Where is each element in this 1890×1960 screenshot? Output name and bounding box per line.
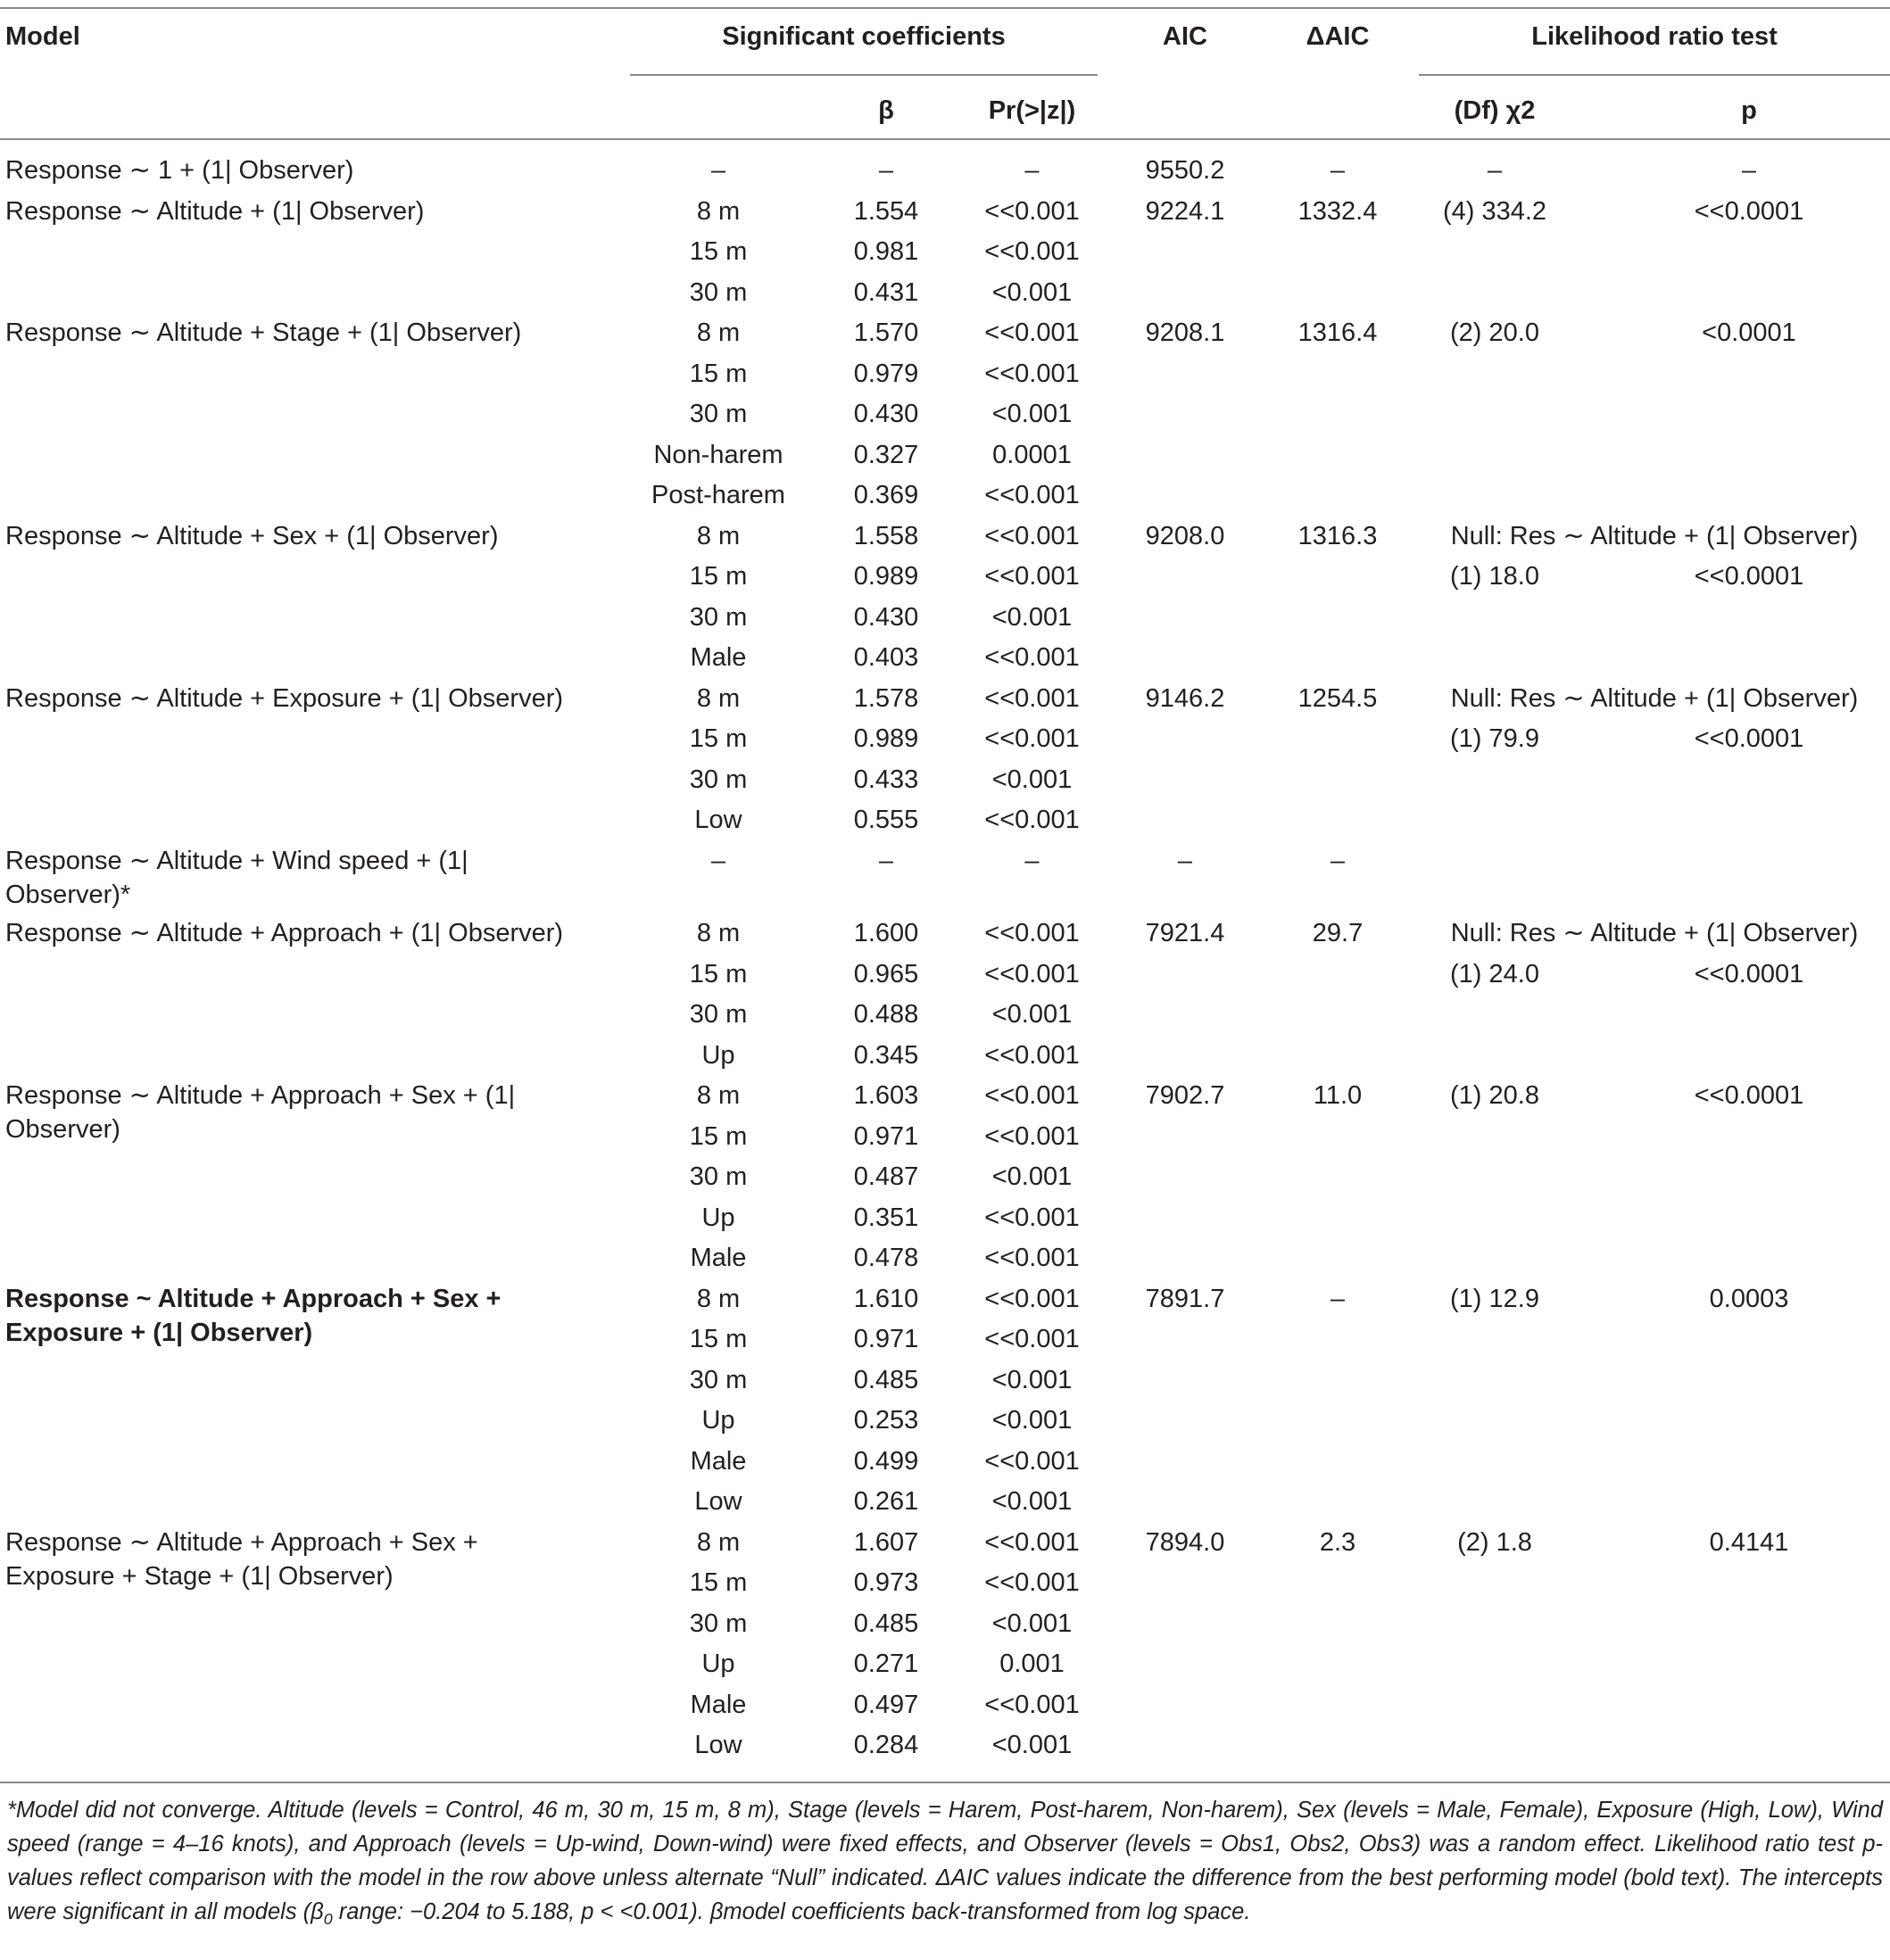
coef-term: Post-harem: [651, 481, 785, 509]
coef-term: 15 m: [689, 1568, 748, 1598]
lrt-df-chi: (1) 20.8: [1450, 1081, 1539, 1111]
coef-term: Male: [690, 1446, 747, 1476]
aic-value: 9146.2: [1145, 683, 1225, 713]
header-df-chi: (Df) χ2: [1454, 96, 1536, 125]
coef-beta: 0.253: [853, 1406, 919, 1435]
coef-beta: 0.271: [853, 1650, 919, 1679]
lrt-df-chi: (1) 24.0: [1450, 959, 1539, 988]
coef-beta: 1.554: [853, 196, 919, 226]
lrt-p-value: <0.0001: [1702, 318, 1796, 347]
coef-beta: 0.981: [853, 237, 919, 266]
coef-pvalue: <<0.001: [984, 1690, 1080, 1719]
delta-aic-value: 2.3: [1319, 1527, 1356, 1557]
coef-beta: 0.430: [853, 602, 919, 632]
null-model-note: Null: Res ∼ Altitude + (1| Observer): [1450, 683, 1859, 713]
coef-term: Male: [690, 643, 747, 672]
lrt-p-value: –: [1741, 156, 1757, 185]
coef-pvalue: <0.001: [991, 1487, 1073, 1517]
aic-value: 9208.1: [1145, 318, 1225, 347]
coef-pvalue: <<0.001: [984, 196, 1080, 226]
coef-term: Up: [701, 1040, 735, 1070]
coef-beta: –: [878, 156, 894, 185]
coef-beta: 0.971: [853, 1121, 919, 1151]
coef-pvalue: <<0.001: [984, 1040, 1080, 1070]
coef-term: 30 m: [689, 1609, 748, 1638]
delta-aic-value: 1332.4: [1297, 196, 1378, 226]
coef-header-rule: [630, 74, 1098, 76]
coef-pvalue: <0.001: [991, 400, 1073, 428]
coef-beta: 0.487: [853, 1162, 919, 1192]
model-formula: Response ∼ 1 + (1| Observer): [5, 156, 354, 185]
footnote-text: *Model did not converge. Altitude (levels = Control, 46 m, 30 m, 15 m, 8 m), Stage (levels = Harem, Post-harem, Non-harem), Sex (levels = Male, Female), Exposure (High, Low), Wind speed (range = 4–16 knots), and Approach (levels = Up-wind, Down-wind) were fixed effects, and Observer (levels = Obs1, Obs2, Obs3) was a random effect. Likelihood ratio test p-values reflect comparison with the model in the row above unless alternate “Null” indicated. ΔAIC values indicate the difference from the best performing model (bold text). The intercepts were significant in all models (β: [7, 1798, 1883, 1924]
coef-term: 15 m: [689, 724, 748, 753]
coef-pvalue: <<0.001: [984, 481, 1080, 509]
header-lrt: Likelihood ratio test: [1531, 22, 1778, 51]
coef-beta: 1.610: [853, 1284, 919, 1313]
aic-value: 9550.2: [1145, 156, 1225, 185]
header-delta-aic: ΔAIC: [1306, 22, 1370, 51]
footnote-subscript: 0: [323, 1910, 333, 1929]
coef-pvalue: <<0.001: [984, 359, 1080, 388]
coef-beta: 0.351: [853, 1203, 919, 1232]
table-bottom-rule: [0, 1782, 1890, 1783]
coef-term: 8 m: [696, 683, 741, 713]
coef-beta: 1.607: [853, 1527, 919, 1557]
coef-term: 30 m: [689, 1162, 748, 1192]
coef-term: 8 m: [696, 196, 741, 226]
coef-term: 8 m: [696, 318, 741, 347]
aic-value: 7894.0: [1145, 1527, 1225, 1557]
model-formula: Response ∼ Altitude + Stage + (1| Observer): [5, 318, 522, 347]
coef-term: Up: [701, 1203, 735, 1232]
coef-beta: 0.989: [853, 562, 919, 591]
coef-beta: 0.403: [853, 643, 919, 672]
coef-term: 15 m: [689, 959, 748, 988]
coef-beta: 0.488: [853, 1000, 919, 1030]
header-aic: AIC: [1163, 22, 1207, 51]
coef-pvalue: <0.001: [991, 1365, 1073, 1394]
delta-aic-value: –: [1330, 156, 1346, 185]
model-formula: Response ∼ Altitude + Sex + (1| Observer): [5, 521, 499, 550]
coef-pvalue: <<0.001: [984, 318, 1080, 347]
coef-pvalue: <<0.001: [984, 643, 1080, 672]
coef-pvalue: <0.001: [991, 277, 1073, 307]
coef-beta: 0.327: [853, 440, 919, 469]
delta-aic-value: –: [1330, 1284, 1346, 1313]
coef-beta: 0.431: [853, 277, 919, 307]
header-pr: Pr(>|z|): [988, 96, 1076, 125]
lrt-p-value: <<0.0001: [1694, 724, 1804, 753]
coef-beta: 1.558: [853, 521, 919, 550]
lrt-p-value: <<0.0001: [1694, 1081, 1804, 1111]
coef-term: 15 m: [689, 237, 748, 266]
coef-beta: 0.989: [853, 724, 919, 753]
coef-term: 30 m: [689, 602, 748, 632]
coef-term: Non-harem: [653, 440, 783, 469]
lrt-df-chi: –: [1487, 156, 1503, 185]
coef-term: Male: [690, 1690, 747, 1719]
model-formula: Response ~ Altitude + Approach + Sex + Exposure + (1| Observer): [5, 1284, 502, 1347]
model-formula: Response ∼ Altitude + Exposure + (1| Observer): [5, 683, 564, 713]
model-formula: Response ∼ Altitude + (1| Observer): [5, 196, 425, 226]
footnote-text-end: range: −0.204 to 5.188, p < <0.001). βmodel coefficients back-transformed from log space.: [332, 1899, 1251, 1924]
coef-beta: 0.965: [853, 959, 919, 988]
header-beta: β: [878, 96, 894, 125]
lrt-p-value: <<0.0001: [1694, 196, 1804, 226]
aic-value: 9224.1: [1145, 196, 1225, 226]
delta-aic-value: –: [1330, 846, 1346, 875]
coef-pvalue: <0.001: [991, 1000, 1073, 1030]
coef-term: 15 m: [689, 562, 748, 591]
coef-beta: 0.369: [853, 481, 919, 509]
header-model: Model: [5, 22, 80, 51]
coef-beta: 0.971: [853, 1325, 919, 1354]
table-footnote: [7, 1793, 1883, 1936]
coef-beta: 0.261: [853, 1487, 919, 1517]
coef-beta: 0.284: [853, 1731, 919, 1760]
aic-value: 7902.7: [1145, 1081, 1225, 1111]
lrt-df-chi: (4) 334.2: [1442, 196, 1547, 226]
coef-pvalue: <<0.001: [984, 1244, 1080, 1273]
coef-pvalue: –: [1024, 846, 1040, 875]
coef-term: 8 m: [696, 1284, 741, 1313]
coef-beta: 1.600: [853, 919, 919, 948]
coef-term: 8 m: [696, 521, 741, 550]
coef-beta: –: [878, 846, 894, 875]
coef-pvalue: <<0.001: [984, 1081, 1080, 1111]
coef-pvalue: <<0.001: [984, 237, 1080, 266]
coef-pvalue: <0.001: [991, 1609, 1073, 1638]
header-bottom-rule: [0, 138, 1890, 140]
lrt-p-value: 0.0003: [1709, 1284, 1789, 1313]
coef-term: 8 m: [696, 1527, 741, 1557]
coef-pvalue: 0.001: [999, 1650, 1065, 1679]
coef-pvalue: <<0.001: [984, 806, 1080, 834]
coef-term: 30 m: [689, 1365, 748, 1394]
delta-aic-value: 1254.5: [1297, 683, 1378, 713]
coef-term: Male: [690, 1244, 747, 1273]
delta-aic-value: 1316.4: [1297, 318, 1378, 347]
coef-term: –: [710, 846, 726, 875]
coef-pvalue: <<0.001: [984, 1568, 1080, 1598]
aic-value: 7891.7: [1145, 1284, 1225, 1313]
coef-term: 15 m: [689, 1325, 748, 1354]
coef-pvalue: <<0.001: [984, 724, 1080, 753]
coef-term: 30 m: [689, 400, 748, 428]
coef-term: 15 m: [689, 1121, 748, 1151]
coef-term: Up: [701, 1406, 735, 1435]
aic-value: 7921.4: [1145, 919, 1225, 948]
coef-term: Up: [701, 1650, 735, 1679]
coef-beta: 0.979: [853, 359, 919, 388]
coef-pvalue: <0.001: [991, 765, 1073, 794]
top-rule: [0, 7, 1890, 9]
lrt-header-rule: [1419, 74, 1890, 76]
coef-pvalue: <<0.001: [984, 1325, 1080, 1354]
aic-value: –: [1177, 846, 1193, 875]
model-formula: Response ∼ Altitude + Approach + (1| Observer): [5, 919, 564, 948]
lrt-p-value: <<0.0001: [1694, 959, 1804, 988]
model-formula: Response ∼ Altitude + Approach + Sex + Exposure + Stage + (1| Observer): [5, 1527, 478, 1591]
coef-term: 8 m: [696, 919, 741, 948]
coef-beta: 0.430: [853, 400, 919, 428]
coef-beta: 0.485: [853, 1609, 919, 1638]
coef-beta: 0.485: [853, 1365, 919, 1394]
coef-term: 8 m: [696, 1081, 741, 1111]
coef-beta: 0.555: [853, 806, 919, 834]
coef-term: 30 m: [689, 1000, 748, 1030]
coef-pvalue: <<0.001: [984, 1527, 1080, 1557]
header-p: p: [1741, 96, 1757, 125]
lrt-df-chi: (2) 20.0: [1450, 318, 1539, 347]
coef-pvalue: 0.0001: [992, 440, 1072, 469]
coef-beta: 0.499: [853, 1446, 919, 1476]
lrt-df-chi: (1) 12.9: [1450, 1284, 1539, 1313]
coef-pvalue: <<0.001: [984, 562, 1080, 591]
coef-pvalue: –: [1024, 156, 1040, 185]
coef-beta: 0.973: [853, 1568, 919, 1598]
coef-beta: 1.570: [853, 318, 919, 347]
coef-pvalue: <<0.001: [984, 1203, 1080, 1232]
null-model-note: Null: Res ∼ Altitude + (1| Observer): [1450, 919, 1859, 948]
lrt-df-chi: (1) 79.9: [1450, 724, 1539, 753]
lrt-p-value: <<0.0001: [1694, 562, 1804, 591]
coef-pvalue: <<0.001: [984, 1446, 1080, 1476]
null-model-note: Null: Res ∼ Altitude + (1| Observer): [1450, 521, 1859, 550]
aic-value: 9208.0: [1145, 521, 1225, 550]
coef-beta: 0.345: [853, 1040, 919, 1070]
coef-pvalue: <0.001: [991, 1406, 1073, 1435]
coef-beta: 0.433: [853, 765, 919, 794]
lrt-p-value: 0.4141: [1709, 1527, 1789, 1557]
coef-pvalue: <0.001: [991, 1731, 1073, 1760]
coef-term: Low: [694, 806, 742, 834]
coef-pvalue: <<0.001: [984, 919, 1080, 948]
coef-pvalue: <<0.001: [984, 1121, 1080, 1151]
coef-beta: 0.497: [853, 1690, 919, 1719]
coef-beta: 1.578: [853, 683, 919, 713]
coef-term: 30 m: [689, 765, 748, 794]
header-significant-coefficients: Significant coefficients: [722, 22, 1006, 51]
lrt-df-chi: (2) 1.8: [1457, 1527, 1532, 1557]
delta-aic-value: 1316.3: [1297, 521, 1378, 550]
coef-beta: 1.603: [853, 1081, 919, 1111]
coef-pvalue: <<0.001: [984, 521, 1080, 550]
coef-pvalue: <0.001: [991, 1162, 1073, 1192]
coef-pvalue: <<0.001: [984, 1284, 1080, 1313]
model-formula: Response ∼ Altitude + Approach + Sex + (1| Observer): [5, 1081, 516, 1145]
coef-term: 15 m: [689, 359, 748, 388]
coef-beta: 0.478: [853, 1244, 919, 1273]
delta-aic-value: 29.7: [1312, 919, 1364, 948]
model-formula: Response ∼ Altitude + Wind speed + (1| Observer)*: [5, 846, 468, 909]
coef-pvalue: <<0.001: [984, 683, 1080, 713]
coef-pvalue: <<0.001: [984, 959, 1080, 988]
coef-term: –: [710, 156, 726, 185]
coef-term: Low: [694, 1487, 742, 1517]
coef-term: Low: [694, 1731, 742, 1760]
lrt-df-chi: (1) 18.0: [1450, 562, 1539, 591]
coef-pvalue: <0.001: [991, 602, 1073, 632]
coef-term: 30 m: [689, 277, 748, 307]
delta-aic-value: 11.0: [1313, 1081, 1363, 1111]
